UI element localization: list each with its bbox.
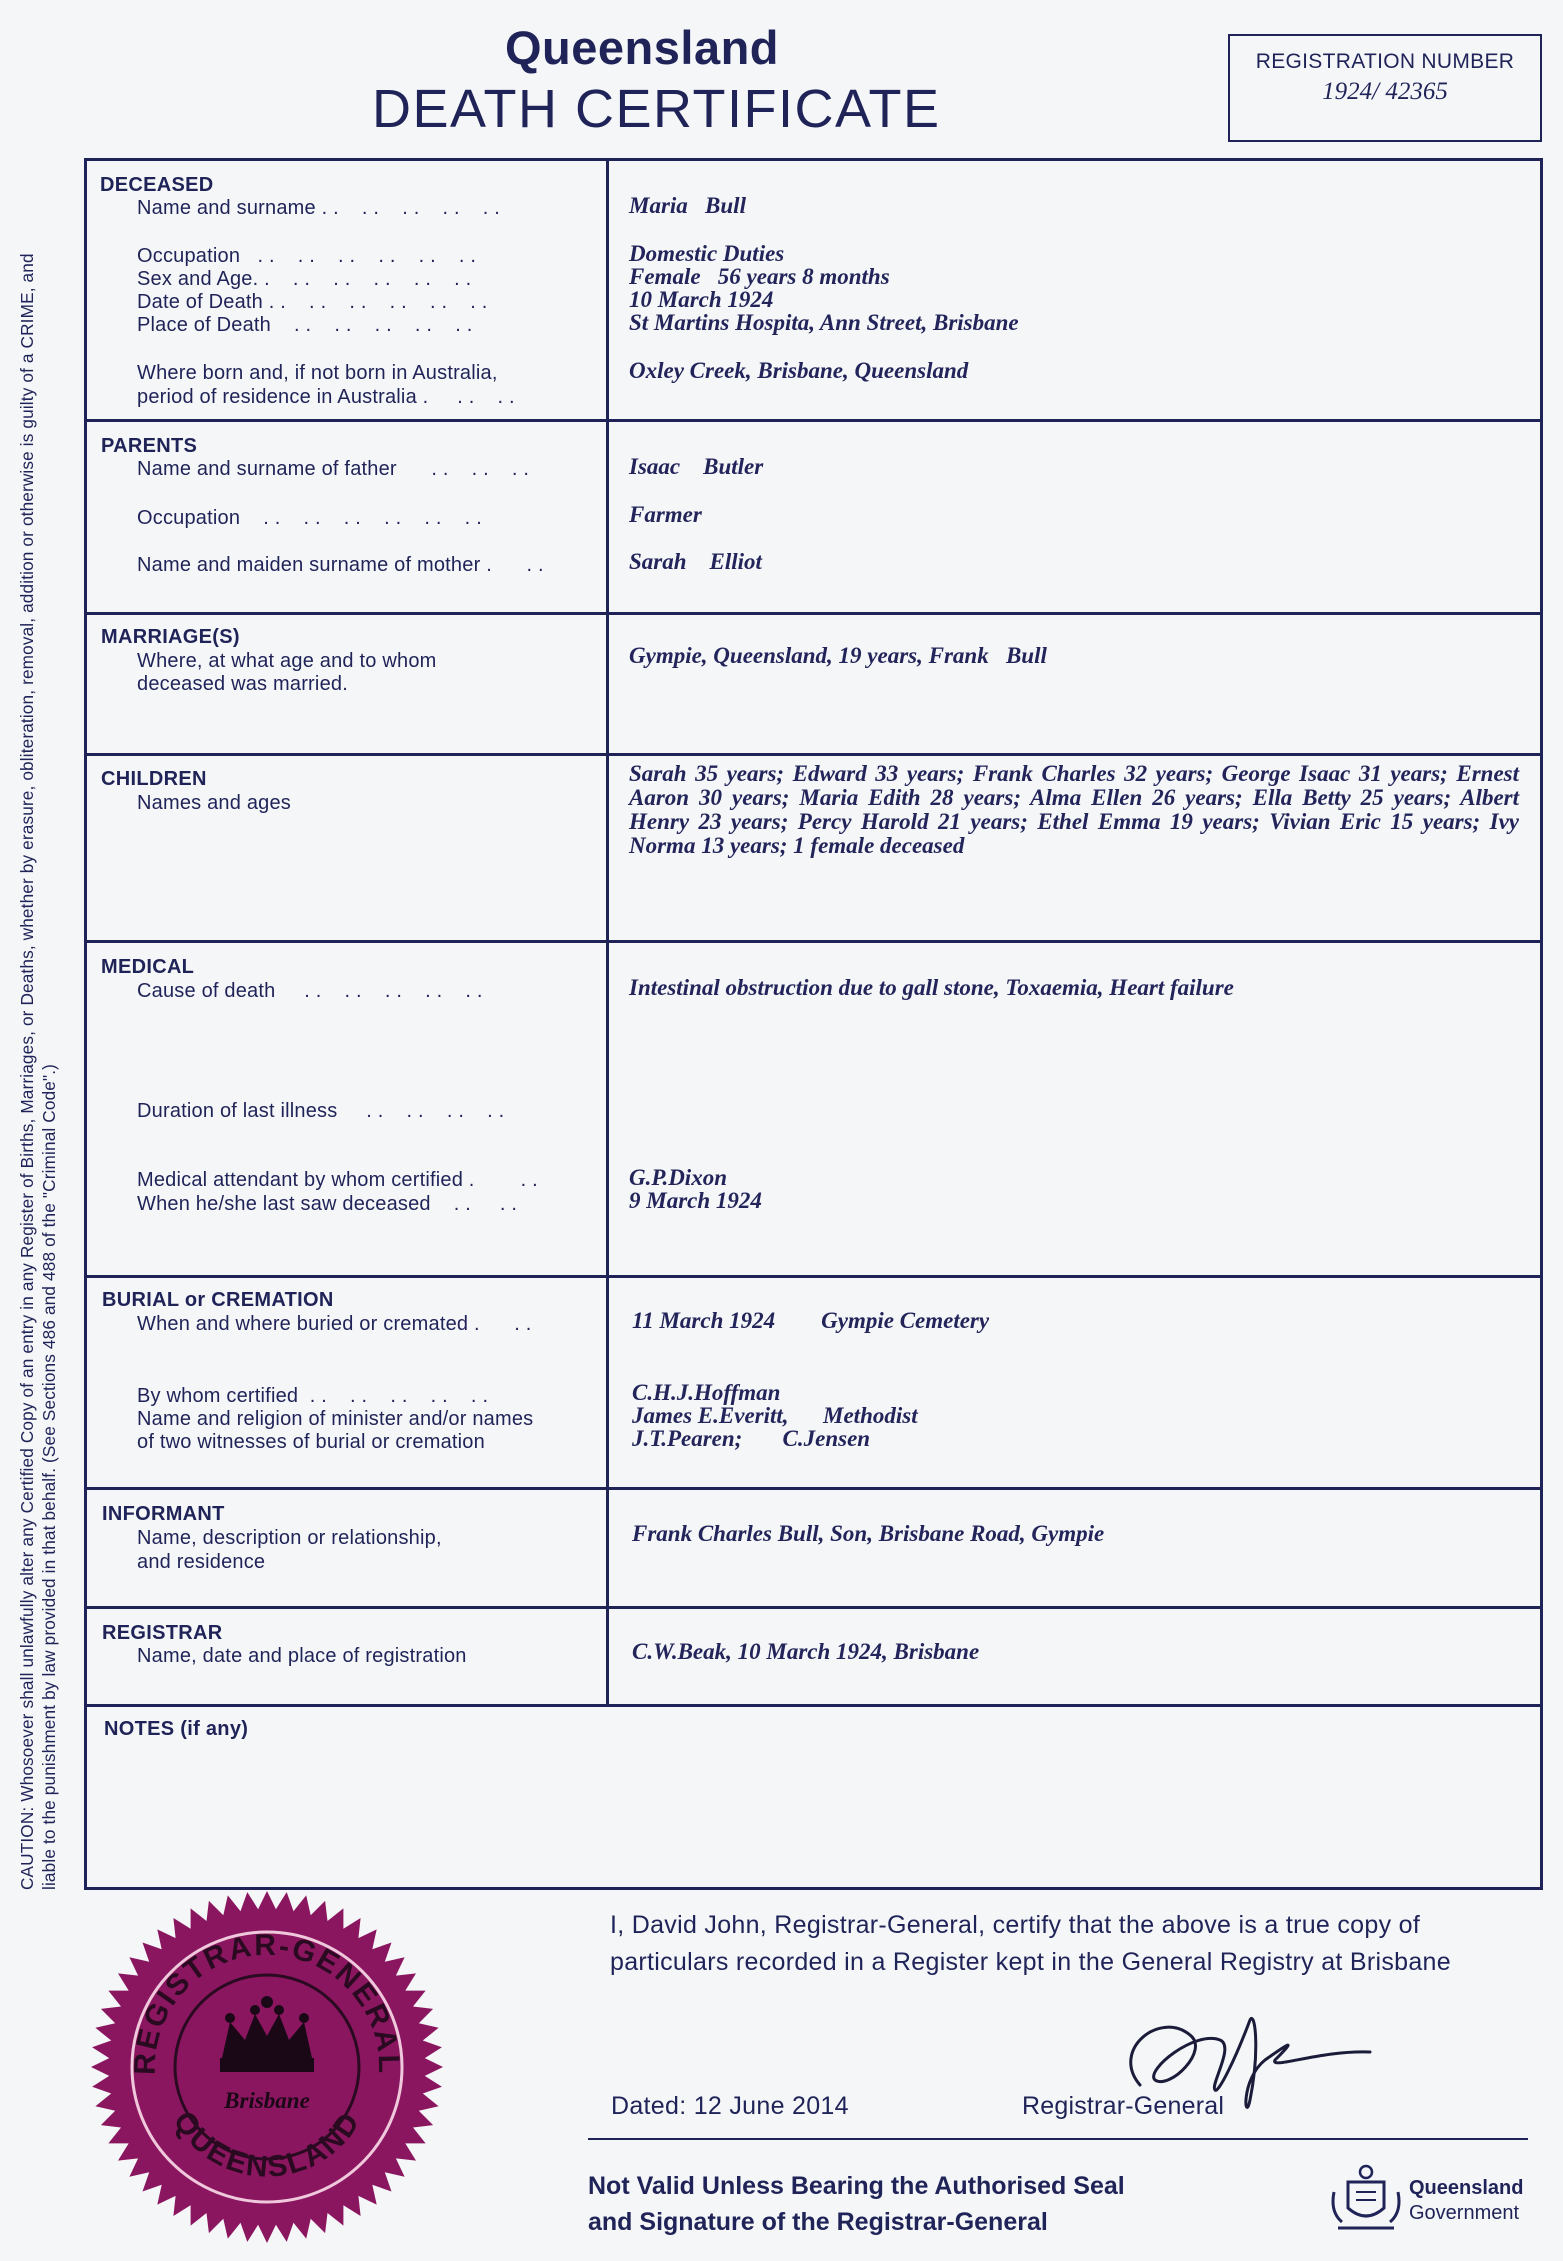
registrar-signature: [1100, 1990, 1400, 2140]
seal-top-text: REGISTRAR-GENERAL: [128, 1928, 406, 2076]
value-cause: Intestinal obstruction due to gall stone, Toxaemia, Heart failure: [629, 975, 1234, 1000]
registration-number-box: [1228, 34, 1542, 142]
section-title-burial: BURIAL or CREMATION: [102, 1289, 334, 1311]
section-title-deceased: DECEASED: [100, 174, 214, 196]
label-marriage-2: deceased was married.: [137, 673, 348, 695]
seal-bottom-text: QUEENSLAND: [166, 2105, 368, 2185]
value-marriage: Gympie, Queensland, 19 years, Frank Bull: [629, 643, 1047, 668]
section-divider: [84, 753, 1543, 756]
value-certified-by: C.H.J.Hoffman: [632, 1380, 781, 1405]
section-divider: [84, 1487, 1543, 1490]
state-title: Queensland: [505, 21, 780, 74]
value-where-born: Oxley Creek, Brisbane, Queensland: [629, 358, 969, 383]
label-mother: Name and maiden surname of mother . . .: [137, 554, 544, 576]
label-minister: Name and religion of minister and/or names: [137, 1408, 534, 1430]
queensland-coat-of-arms-icon: [1328, 2162, 1404, 2234]
value-witnesses: J.T.Pearen; C.Jensen: [632, 1426, 871, 1451]
certification-statement: I, David John, Registrar-General, certify that the above is a true copy of particulars recorded in a Register kept in the General Registry at Brisbane: [610, 1911, 1451, 1976]
section-title-medical: MEDICAL: [101, 956, 195, 978]
label-where-born: Where born and, if not born in Australia,: [137, 362, 498, 384]
registration-number-label: REGISTRATION NUMBER: [1255, 50, 1515, 73]
value-mother: Sarah Elliot: [629, 549, 762, 574]
date-issued: Dated: 12 June 2014: [611, 2092, 849, 2120]
value-sex-age: Female 56 years 8 months: [629, 264, 890, 289]
label-registrar: Name, date and place of registration: [137, 1645, 467, 1667]
section-title-children: CHILDREN: [101, 768, 207, 790]
label-residence-period: period of residence in Australia . . . . .: [137, 386, 515, 408]
section-title-parents: PARENTS: [101, 435, 198, 457]
label-children: Names and ages: [137, 792, 292, 814]
value-last-seen: 9 March 1924: [629, 1188, 762, 1213]
validity-notice-line2: and Signature of the Registrar-General: [588, 2208, 1048, 2236]
section-title-informant: INFORMANT: [102, 1503, 225, 1525]
label-certified-by: By whom certified . . . . . . . . . .: [137, 1385, 489, 1407]
label-father-occupation: Occupation . . . . . . . . . . . .: [137, 507, 482, 529]
caution-notice: CAUTION: Whosoever shall unlawfully alter any Certified Copy of an entry in any Register of Births, Marriages, or Deaths, whether by erasure, obliteration, removal, addition or otherwise is guilty of a CRIME, and liable to the punishment by law provided in that behalf. (See Sections 486 and 488 of the "Criminal Code".): [17, 253, 59, 1890]
value-occupation: Domestic Duties: [629, 241, 785, 266]
value-registrar: C.W.Beak, 10 March 1924, Brisbane: [632, 1639, 980, 1664]
footer-divider: [588, 2138, 1528, 2140]
label-informant-2: and residence: [137, 1551, 266, 1573]
column-divider: [606, 158, 609, 1705]
value-father-occupation: Farmer: [629, 502, 702, 527]
label-informant: Name, description or relationship,: [137, 1527, 442, 1549]
registrar-general-seal: [90, 1890, 445, 2245]
government-label: Government: [1409, 2202, 1520, 2224]
registration-number-value: 1924/ 42365: [1322, 78, 1448, 105]
label-occupation: Occupation . . . . . . . . . . . .: [137, 245, 477, 267]
label-cause: Cause of death . . . . . . . . . .: [137, 980, 483, 1002]
registrar-general-label: Registrar-General: [1022, 2092, 1225, 2120]
value-name: Maria Bull: [629, 193, 746, 218]
section-divider: [84, 940, 1543, 943]
certificate-form-frame: [84, 158, 1543, 1890]
label-father: Name and surname of father . . . . . .: [137, 458, 530, 480]
section-divider: [84, 1275, 1543, 1278]
seal-city-text: Brisbane: [224, 2088, 310, 2113]
label-attendant: Medical attendant by whom certified . . .: [137, 1169, 538, 1191]
label-place-of-death: Place of Death . . . . . . . . . .: [137, 314, 473, 336]
label-witnesses: of two witnesses of burial or cremation: [137, 1431, 485, 1453]
government-name: Queensland: [1409, 2177, 1524, 2199]
section-divider: [84, 419, 1543, 422]
value-informant: Frank Charles Bull, Son, Brisbane Road, Gympie: [632, 1521, 1105, 1546]
value-father: Isaac Butler: [629, 454, 764, 479]
section-title-registrar: REGISTRAR: [102, 1622, 223, 1644]
value-children: Sarah 35 years; Edward 33 years; Frank Charles 32 years; George Isaac 31 years; Ernest Aaron 30 years; Maria Edith 28 years; Alma Ellen 26 years; Ella Betty 25 years; Albert Henry 23 years; Percy Harold 21 years; Ethel Emma 19 years; Vivian Eric 15 years; Ivy Norma 13 years; 1 female deceased: [629, 761, 1519, 858]
value-burial-when: 11 March 1924 Gympie Cemetery: [632, 1308, 990, 1333]
label-last-seen: When he/she last saw deceased . . . .: [137, 1193, 518, 1215]
label-burial-when: When and where buried or cremated . . .: [137, 1313, 532, 1335]
label-duration: Duration of last illness . . . . . . . .: [137, 1100, 505, 1122]
label-sex-age: Sex and Age. . . . . . . . . . . .: [137, 268, 472, 290]
label-name: Name and surname . . . . . . . . . .: [137, 197, 501, 219]
section-title-notes: NOTES (if any): [104, 1718, 249, 1740]
label-date-of-death: Date of Death . . . . . . . . . . . .: [137, 291, 488, 313]
value-attendant: G.P.Dixon: [629, 1165, 727, 1190]
validity-notice-line1: Not Valid Unless Bearing the Authorised Seal: [588, 2172, 1125, 2200]
label-marriage: Where, at what age and to whom: [137, 650, 437, 672]
value-place-of-death: St Martins Hospita, Ann Street, Brisbane: [629, 310, 1019, 335]
certificate-title: DEATH CERTIFICATE: [372, 79, 941, 139]
validity-notice: [588, 2168, 1125, 2240]
value-minister: James E.Everitt, Methodist: [632, 1403, 918, 1428]
section-divider: [84, 1606, 1543, 1609]
section-divider: [84, 1704, 1543, 1707]
value-date-of-death: 10 March 1924: [629, 287, 774, 312]
section-divider: [84, 612, 1543, 615]
section-title-marriage: MARRIAGE(S): [101, 626, 240, 648]
